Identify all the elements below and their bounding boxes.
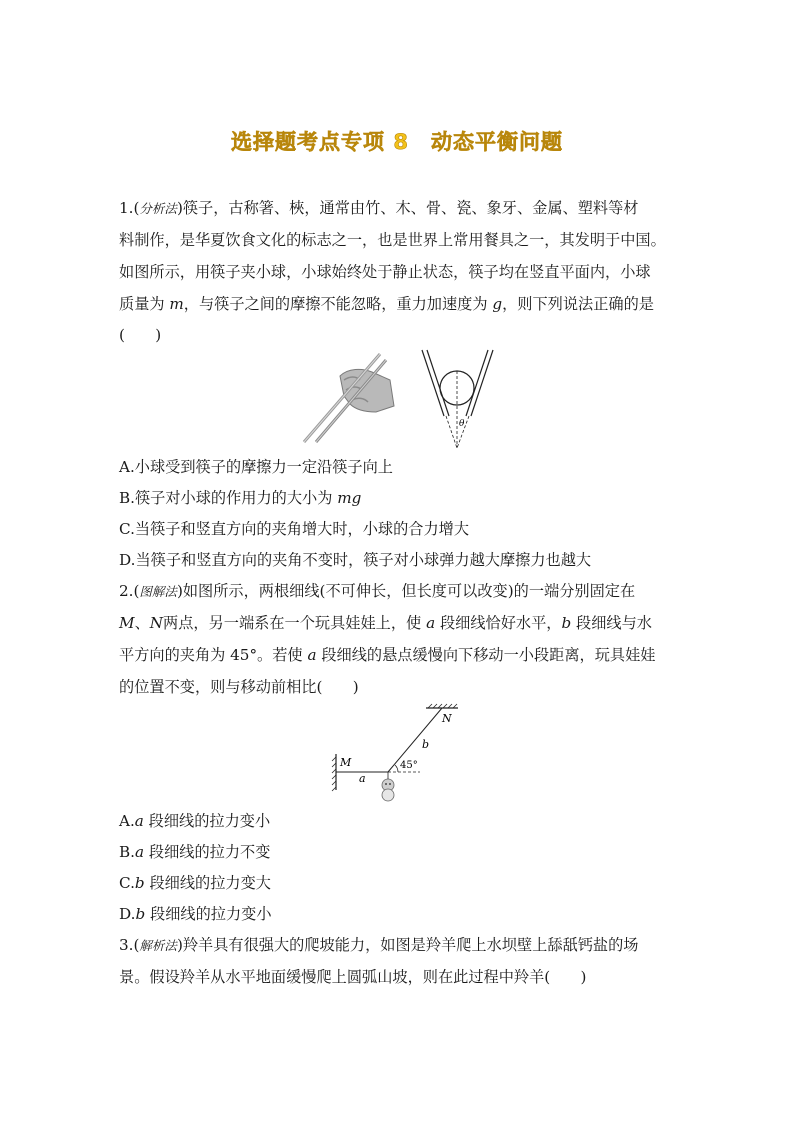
label-N: N: [442, 712, 452, 725]
q1-option-a: A.小球受到筷子的摩擦力一定沿筷子向上: [119, 458, 393, 476]
q3-method-tag: 解析法: [139, 938, 177, 953]
q1-line-1: 1.(分析法)筷子，古称箸、梜，通常由竹、木、骨、瓷、象牙、金属、塑料等材: [119, 199, 639, 217]
q3-line-2: 景。假设羚羊从水平地面缓慢爬上圆弧山坡，则在此过程中羚羊( ): [119, 968, 587, 986]
q2-method-tag: 图解法: [139, 584, 177, 599]
chopsticks-hand-figure: [300, 350, 398, 444]
label-a: a: [359, 772, 366, 785]
q2-option-d: D.b 段细线的拉力变小: [119, 905, 272, 923]
label-b: b: [422, 738, 430, 751]
q2-line-1: 2.(图解法)如图所示，两根细线(不可伸长，但长度可以改变)的一端分别固定在: [119, 582, 636, 600]
q2-line-2: M、N两点，另一端系在一个玩具娃娃上，使 a 段细线恰好水平，b 段细线与水: [119, 614, 652, 632]
q1-method-tag: 分析法: [139, 201, 177, 216]
ball-chopsticks-diagram: [418, 346, 498, 452]
angle-label: 45°: [400, 760, 418, 771]
title-part2: 动态平衡问题: [430, 130, 563, 154]
q2-line-3: 平方向的夹角为 45°。若使 a 段细线的悬点缓慢向下移动一小段距离，玩具娃娃: [119, 646, 656, 664]
q1-option-d: D.当筷子和竖直方向的夹角不变时，筷子对小球弹力越大摩擦力也越大: [119, 551, 592, 569]
q1-line-2: 料制作，是华夏饮食文化的标志之一，也是世界上常用餐具之一，其发明于中国。: [119, 231, 666, 249]
q2-option-c: C.b 段细线的拉力变大: [119, 874, 271, 892]
label-M: M: [340, 756, 352, 769]
q1-option-c: C.当筷子和竖直方向的夹角增大时，小球的合力增大: [119, 520, 470, 538]
theta-label: θ: [459, 419, 465, 429]
q1-line-3: 如图所示，用筷子夹小球，小球始终处于静止状态，筷子均在竖直平面内，小球: [119, 263, 651, 281]
page-title: [0, 126, 794, 156]
q3-line-1: 3.(解析法)羚羊具有很强大的爬坡能力，如图是羚羊爬上水坝壁上舔舐钙盐的场: [119, 936, 639, 954]
q1-answer-bracket: ( ): [119, 326, 162, 344]
string-doll-diagram: [330, 702, 464, 802]
q2-line-4: 的位置不变，则与移动前相比( ): [119, 678, 359, 696]
q2-option-b: B.a 段细线的拉力不变: [119, 843, 271, 861]
q2-option-a: A.a 段细线的拉力变小: [119, 812, 271, 830]
q1-option-b: B.筷子对小球的作用力的大小为 mg: [119, 489, 362, 507]
q1-line-4: 质量为 m，与筷子之间的摩擦不能忽略，重力加速度为 g，则下列说法正确的是: [119, 295, 654, 313]
title-part1: 选择题考点专项 8: [231, 130, 409, 154]
